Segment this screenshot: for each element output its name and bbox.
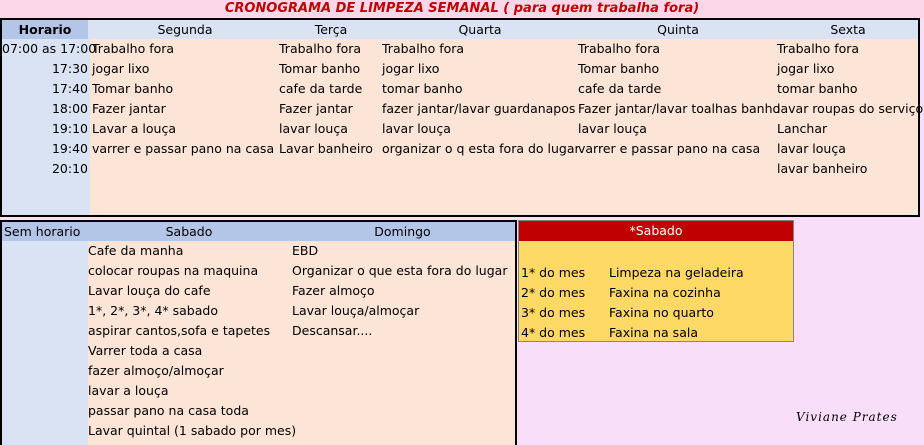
sabado-item: 1*, 2*, 3*, 4* sabado bbox=[88, 303, 218, 318]
weekly-schedule-table bbox=[0, 18, 924, 217]
time-cell: 18:00 bbox=[51, 101, 88, 116]
task-cell: fazer jantar/lavar guardanapos bbox=[382, 101, 576, 116]
domingo-item: Descansar.... bbox=[292, 323, 373, 338]
sabado-item: lavar a louça bbox=[88, 383, 169, 398]
sabado-header: Sabado bbox=[88, 222, 290, 241]
task-cell: lavar louça bbox=[279, 121, 348, 136]
day-header-quarta: Quarta bbox=[382, 20, 578, 39]
task-cell: cafe da tarde bbox=[279, 81, 363, 96]
task-cell: Trabalho fora bbox=[777, 41, 860, 56]
page-title: CRONOGRAMA DE LIMPEZA SEMANAL ( para quem trabalha fora) bbox=[0, 0, 924, 18]
monthly-header: *Sabado bbox=[519, 221, 793, 241]
task-cell: lavar louça bbox=[382, 121, 451, 136]
time-cell: 17:40 bbox=[51, 81, 88, 96]
monthly-task: Faxina na sala bbox=[609, 325, 698, 340]
monthly-task: Faxina na cozinha bbox=[609, 285, 721, 300]
sabado-item: fazer almoço/almoçar bbox=[88, 363, 224, 378]
task-cell: Fazer jantar/lavar toalhas banho bbox=[578, 101, 781, 116]
task-cell: tomar banho bbox=[777, 81, 858, 96]
monthly-when: 4* do mes bbox=[521, 325, 586, 340]
sem-horario-column bbox=[2, 222, 88, 445]
sabado-item: colocar roupas na maquina bbox=[88, 263, 259, 278]
task-cell: cafe da tarde bbox=[578, 81, 662, 96]
day-header-quinta: Quinta bbox=[578, 20, 778, 39]
task-cell: jogar lixo bbox=[382, 61, 440, 76]
task-cell: jogar lixo bbox=[777, 61, 835, 76]
task-cell: Tomar banho bbox=[92, 81, 174, 96]
domingo-item: Fazer almoço bbox=[292, 283, 375, 298]
domingo-item: EBD bbox=[292, 243, 319, 258]
time-cell: 19:40 bbox=[51, 141, 88, 156]
task-cell: Fazer jantar bbox=[92, 101, 166, 116]
domingo-item: Lavar louça/almoçar bbox=[292, 303, 420, 318]
task-cell: jogar lixo bbox=[92, 61, 150, 76]
task-cell: Lanchar bbox=[777, 121, 828, 136]
day-header-sexta: Sexta bbox=[778, 20, 918, 39]
task-cell: Lavar banheiro bbox=[279, 141, 373, 156]
task-cell: Trabalho fora bbox=[279, 41, 362, 56]
time-cell: 20:10 bbox=[51, 161, 88, 176]
sabado-item: aspirar cantos,sofa e tapetes bbox=[88, 323, 271, 338]
sabado-item: Varrer toda a casa bbox=[88, 343, 203, 358]
monthly-task: Faxina no quarto bbox=[609, 305, 714, 320]
task-cell: lavar banheiro bbox=[777, 161, 868, 176]
task-cell: Fazer jantar bbox=[279, 101, 353, 116]
monthly-when: 2* do mes bbox=[521, 285, 586, 300]
time-cell: 19:10 bbox=[51, 121, 88, 136]
sabado-item: Cafe da manha bbox=[88, 243, 184, 258]
monthly-when: 3* do mes bbox=[521, 305, 586, 320]
sabado-item: Lavar louça do cafe bbox=[88, 283, 211, 298]
signature: Viviane Prates bbox=[796, 410, 898, 424]
monthly-task: Limpeza na geladeira bbox=[609, 265, 744, 280]
time-cell: 07:00 as 17:00 bbox=[2, 41, 97, 56]
horario-header: Horario bbox=[2, 20, 88, 39]
day-header-segunda: Segunda bbox=[90, 20, 280, 39]
sem-horario-header: Sem horario bbox=[2, 222, 88, 241]
task-cell: varrer e passar pano na casa bbox=[578, 141, 761, 156]
task-cell: lavar louça bbox=[777, 141, 846, 156]
task-cell: varrer e passar pano na casa bbox=[92, 141, 275, 156]
task-cell: tomar banho bbox=[382, 81, 463, 96]
sabado-item: passar pano na casa toda bbox=[88, 403, 249, 418]
task-cell: organizar o q esta fora do lugar bbox=[382, 141, 580, 156]
task-cell: Tomar banho bbox=[279, 61, 361, 76]
task-cell: Trabalho fora bbox=[92, 41, 175, 56]
task-cell: lavar roupas do serviço bbox=[777, 101, 924, 116]
task-cell: Trabalho fora bbox=[382, 41, 465, 56]
task-cell: Tomar banho bbox=[578, 61, 660, 76]
task-cell: Lavar a louça bbox=[92, 121, 177, 136]
domingo-item: Organizar o que esta fora do lugar bbox=[292, 263, 508, 278]
domingo-header: Domingo bbox=[290, 222, 515, 241]
monthly-when: 1* do mes bbox=[521, 265, 586, 280]
task-cell: Trabalho fora bbox=[578, 41, 661, 56]
day-header-terca: Terça bbox=[280, 20, 382, 39]
weekend-table bbox=[0, 220, 517, 445]
time-cell: 17:30 bbox=[51, 61, 88, 76]
monthly-saturday-table bbox=[518, 220, 794, 342]
sabado-item: Lavar quintal (1 sabado por mes) bbox=[88, 423, 297, 438]
task-cell: lavar louça bbox=[578, 121, 647, 136]
